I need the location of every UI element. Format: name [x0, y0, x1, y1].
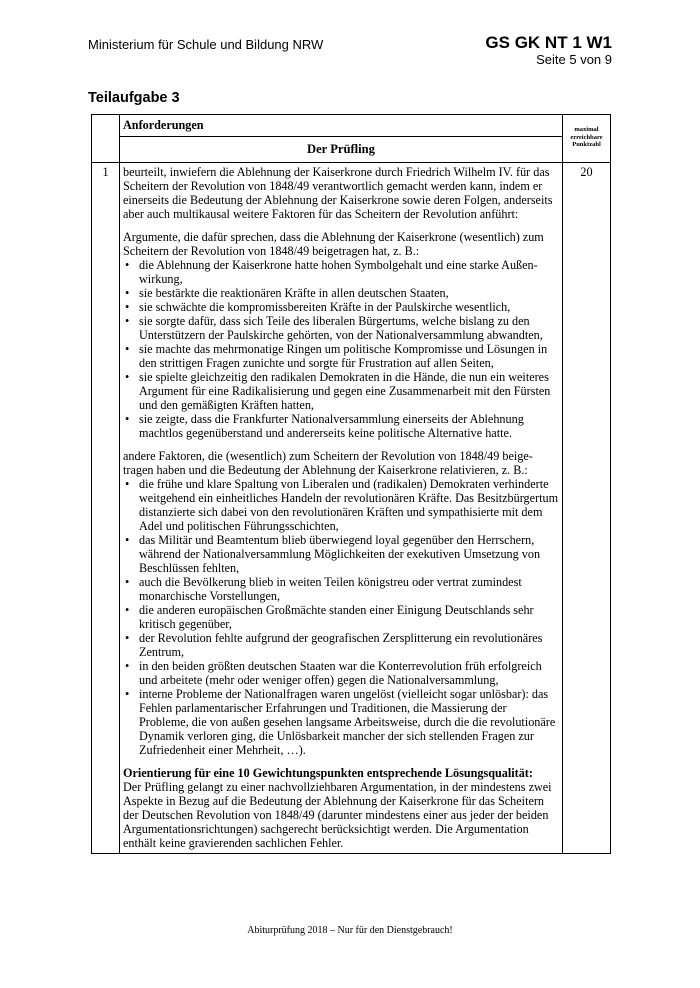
ministry-name: Ministerium für Schule und Bildung NRW [88, 37, 324, 52]
list-item: • auch die Bevölkerung blieb in weiten Teilen königstreu oder vertrat zumindest monarchische Vorstellungen, [123, 575, 559, 603]
other-factors-list [123, 477, 559, 757]
list-item: • die anderen europäischen Großmächte standen einer Einigung Deutschlands sehr kritisch gegenüber, [123, 603, 559, 631]
exam-code: GS GK NT 1 W1 [485, 33, 612, 52]
table-subheader-row [92, 137, 611, 163]
list-item: • sie machte das mehrmonatige Ringen um politische Kompromisse und Lösungen in den strittigen Fragen zunichte und sorgte für Frustration auf allen Seiten, [123, 342, 559, 370]
footer-note: Abiturprüfung 2018 – Nur für den Dienstgebrauch! [247, 925, 453, 936]
requirements-content [120, 163, 563, 854]
other-factors-intro: andere Faktoren, die (wesentlich) zum Scheitern der Revolution von 1848/49 beigetragen haben und die Bedeutung der Ablehnung der Kaiserkrone relativieren, z. B.: [123, 449, 533, 477]
list-item: • sie bestärkte die reaktionären Kräfte in allen deutschen Staaten, [123, 286, 559, 300]
list-item: • sie schwächte die kompromissbereiten Kräfte in der Paulskirche wesentlich, [123, 300, 559, 314]
list-item: • das Militär und Beamtentum blieb überwiegend loyal gegenüber den Herrschern, während der Nationalversammlung Möglichkeiten der exekutiven Umsetzung von Beschlüssen fehlten, [123, 533, 559, 575]
list-item: • die frühe und klare Spaltung von Liberalen und (radikalen) Demokraten verhinderte weitgehend ein einheitliches Handeln der revolutionären Kräfte. Das Besitzbürgertum distanzierte sich dabei von den revolutionären Kräften und sympathisierte mit dem Adel und politischen Führungsschichten, [123, 477, 559, 533]
requirements-header: Anforderungen [120, 115, 563, 137]
list-item: • interne Probleme der Nationalfragen waren ungelöst (vielleicht sogar unlösbar): das Fehlen parlamentarischer Erfahrungen und Traditionen, die Massierung der Probleme, die von außen gesehen langsame Arbeitsweise, durch die die revolutionäre Dynamik verloren ging, die Unlösbarkeit mancher der sich stellenden Fragen zur Zufriedenheit einer Mehrheit, …). [123, 687, 559, 757]
max-points-value: 20 [563, 163, 611, 854]
list-item: • die Ablehnung der Kaiserkrone hatte hohen Symbolgehalt und eine starke Außenwirkung, [123, 258, 559, 286]
task-title: Teilaufgabe 3 [88, 90, 180, 106]
orientation-title: Orientierung für eine 10 Gewichtungspunkten entsprechende Lösungsqualität: [123, 766, 533, 780]
header-right [485, 33, 612, 68]
max-points-header: maximal erreichbare Punktzahl [563, 115, 611, 163]
page-number: Seite 5 von 9 [536, 52, 612, 67]
table-header-row [92, 115, 611, 137]
number-header-cell [92, 115, 120, 163]
requirements-table [91, 114, 611, 854]
table-row [92, 163, 611, 854]
list-item: • sie sorgte dafür, dass sich Teile des liberalen Bürgertums, welche bislang zu den Unterstützern der Paulskirche gehörten, von der Nationalversammlung abwandten, [123, 314, 559, 342]
list-item: • sie zeigte, dass die Frankfurter Nationalversammlung einerseits der Ablehnung machtlos gegenüberstand und andererseits keine politische Alternative hatte. [123, 412, 559, 440]
intro-text: beurteilt, inwiefern die Ablehnung der Kaiserkrone durch Friedrich Wilhelm IV. für das Scheitern der Revolution von 1848/49 verantwortlich gemacht werden kann, indem er einerseits die Bedeutung der Ablehnung der Kaiserkrone sowie deren Folgen, anderseits aber auch multikausal weitere Faktoren für das Scheitern der Revolution anführt: [123, 165, 553, 221]
pro-arguments-list [123, 258, 559, 440]
pro-intro: Argumente, die dafür sprechen, dass die Ablehnung der Kaiserkrone (wesentlich) zum Scheitern der Revolution von 1848/49 beigetragen hat, z. B.: [123, 230, 544, 258]
list-item: • in den beiden größten deutschen Staaten war die Konterrevolution früh erfolgreich und arbeitete (mehr oder weniger offen) gegen die Nationalversammlung, [123, 659, 559, 687]
list-item: • der Revolution fehlte aufgrund der geografischen Zersplitterung ein revolutionäres Zentrum, [123, 631, 559, 659]
list-item: • sie spielte gleichzeitig den radikalen Demokraten in die Hände, die nun ein weiteres Argument für eine Radikalisierung und gegen eine Zusammenarbeit mit den Fürsten und den gemäßigten Kräften hatten, [123, 370, 559, 412]
candidate-header: Der Prüfling [120, 137, 563, 163]
row-number: 1 [92, 163, 120, 854]
orientation-text: Der Prüfling gelangt zu einer nachvollziehbaren Argumentation, in der mindestens zwei Aspekte in Bezug auf die Bedeutung der Ablehnung der Kaiserkrone für das Scheitern der Deutschen Revolution von 1848/49 (darunter mindestens einer aus jeder der beiden Argumentationsrichtungen) sachgerecht berücksichtigt werden. Die Argumentation enthält keine gravierenden sachlichen Fehler. [123, 780, 552, 850]
